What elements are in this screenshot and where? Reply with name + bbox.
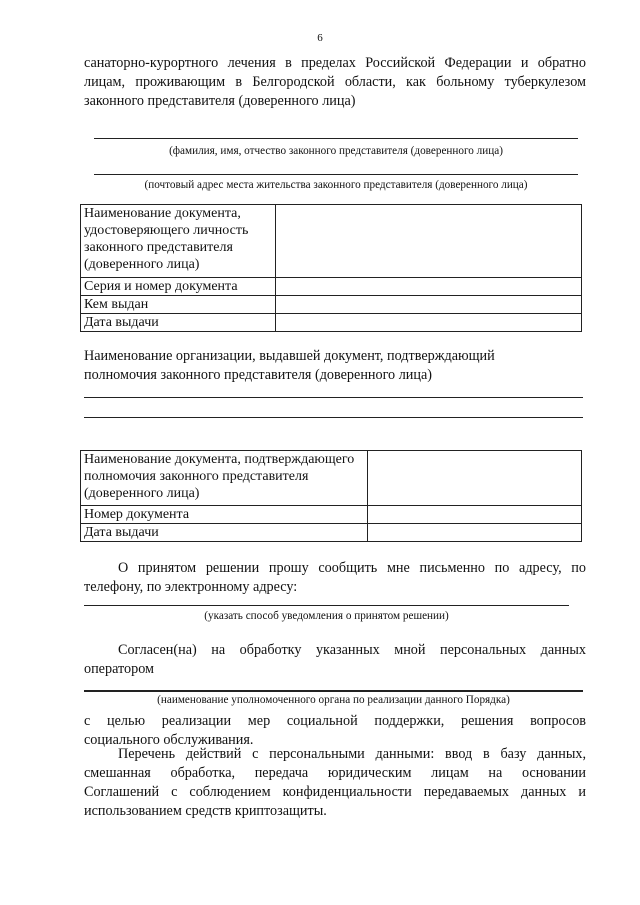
fio-field-line[interactable] bbox=[94, 138, 578, 139]
table-row bbox=[81, 451, 582, 506]
org-heading-line: Наименование организации, выдавшей документ, подтверждающий bbox=[84, 348, 495, 364]
notify-line: телефону, по электронному адресу: bbox=[84, 579, 298, 595]
address-field-line[interactable] bbox=[94, 174, 578, 175]
fio-caption: (фамилия, имя, отчество законного представителя (доверенного лица) bbox=[169, 145, 503, 157]
series-number-field[interactable] bbox=[275, 278, 581, 296]
issue-date-field[interactable] bbox=[275, 314, 581, 332]
table-row bbox=[81, 205, 582, 278]
address-caption: (почтовый адрес места жительства законного представителя (доверенного лица) bbox=[144, 179, 528, 191]
notify-caption: (указать способ уведомления о принятом решении) bbox=[204, 610, 449, 622]
table-row bbox=[81, 296, 582, 314]
row-label: Номер документа bbox=[81, 506, 368, 524]
actions-line: Соглашений с соблюдением конфиденциальности передаваемых данных и bbox=[84, 784, 586, 800]
authority-document-table bbox=[80, 450, 582, 542]
intro-line: лицам, проживающим в Белгородской области, как больному туберкулезом bbox=[84, 74, 586, 90]
org-heading-line: полномочия законного представителя (доверенного лица) bbox=[84, 367, 432, 383]
purpose-line: с целью реализации мер социальной поддержки, решения вопросов bbox=[84, 713, 586, 729]
notify-line: О принятом решении прошу сообщить мне письменно по адресу, по bbox=[118, 560, 586, 576]
notify-request bbox=[84, 559, 586, 597]
document-number-field[interactable] bbox=[367, 506, 581, 524]
intro-line: законного представителя (доверенного лица) bbox=[84, 93, 356, 109]
operator-field-line[interactable] bbox=[84, 690, 583, 692]
actions-paragraph bbox=[84, 745, 586, 821]
consent-paragraph bbox=[84, 641, 586, 679]
table-row bbox=[81, 524, 582, 542]
table-row bbox=[81, 506, 582, 524]
authority-date-field[interactable] bbox=[367, 524, 581, 542]
intro-line: санаторно-курортного лечения в пределах Российской Федерации и обратно bbox=[84, 55, 586, 71]
purpose-line: социального обслуживания. bbox=[84, 732, 254, 748]
intro-paragraph bbox=[84, 54, 586, 111]
actions-line: использованием средств криптозащиты. bbox=[84, 803, 327, 819]
row-label: Наименование документа, подтверждающего полномочия законного представителя (доверенного лица) bbox=[81, 451, 368, 506]
consent-line: Согласен(на) на обработку указанных мной персональных данных bbox=[118, 642, 586, 658]
operator-caption: (наименование уполномоченного органа по реализации данного Порядка) bbox=[157, 694, 510, 706]
org-field-line[interactable] bbox=[84, 417, 583, 418]
notify-field-line[interactable] bbox=[84, 605, 569, 606]
issued-by-field[interactable] bbox=[275, 296, 581, 314]
table-row bbox=[81, 278, 582, 296]
org-field-line[interactable] bbox=[84, 397, 583, 398]
row-label: Кем выдан bbox=[81, 296, 276, 314]
row-label: Серия и номер документа bbox=[81, 278, 276, 296]
table-row bbox=[81, 314, 582, 332]
document-name-field[interactable] bbox=[275, 205, 581, 278]
actions-line: смешанная обработка, передача юридическим лицам на основании bbox=[84, 765, 586, 781]
row-label: Наименование документа, удостоверяющего личность законного представителя (доверенного лица) bbox=[81, 205, 276, 278]
row-label: Дата выдачи bbox=[81, 314, 276, 332]
page-number: 6 bbox=[317, 32, 323, 44]
identity-document-table bbox=[80, 204, 582, 332]
org-heading bbox=[84, 347, 586, 385]
row-label: Дата выдачи bbox=[81, 524, 368, 542]
authority-document-field[interactable] bbox=[367, 451, 581, 506]
consent-line: оператором bbox=[84, 661, 155, 677]
actions-line: Перечень действий с персональными данными: ввод в базу данных, bbox=[118, 746, 586, 762]
